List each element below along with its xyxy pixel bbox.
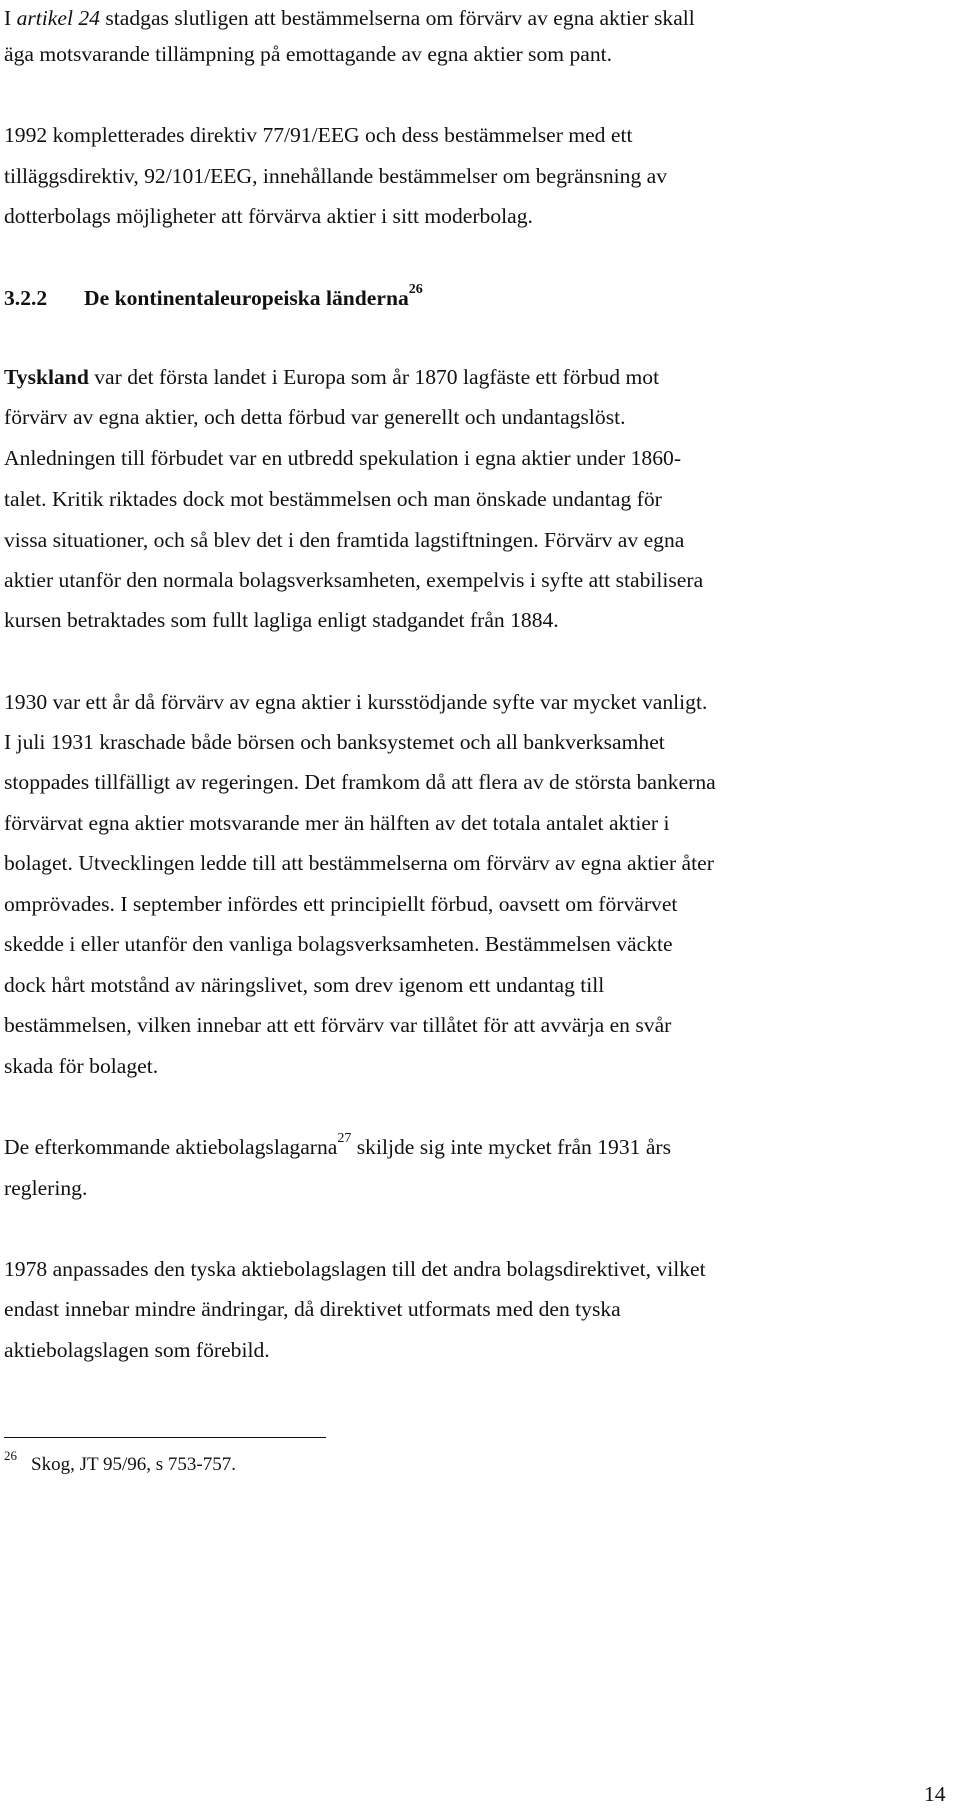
paragraph-5-line-1: De efterkommande aktiebolagslagarna$^{27}$ skiljde sig inte mycket från 1931 års <box>4 1131 671 1159</box>
page-number: 14 <box>924 1782 946 1806</box>
paragraph-4-line-1: 1930 var ett år då förvärv av egna aktier i kursstödjande syfte var mycket vanligt. <box>4 690 708 714</box>
paragraph-1-line-1: I artikel 24 stadgas slutligen att bestämmelserna om förvärv av egna aktier skall <box>4 6 695 30</box>
paragraph-4-line-9: bestämmelsen, vilken innebar att ett förvärv var tillåtet för att avvärja en svår <box>4 1013 672 1037</box>
section-title: De kontinentaleuropeiska länderna <box>84 286 409 310</box>
paragraph-2-line-2: tilläggsdirektiv, 92/101/EEG, innehållande bestämmelser om begränsning av <box>4 164 668 188</box>
paragraph-3-line-4: talet. Kritik riktades dock mot bestämmelsen och man önskade undantag för <box>4 487 662 511</box>
paragraph-4-line-8: dock hårt motstånd av näringslivet, som drev igenom ett undantag till <box>4 973 605 997</box>
paragraph-4-line-2: I juli 1931 kraschade både börsen och banksystemet och all bankverksamhet <box>4 730 665 754</box>
article-reference: artikel 24 <box>16 6 100 30</box>
paragraph-4-line-7: skedde i eller utanför den vanliga bolagsverksamheten. Bestämmelsen väckte <box>4 932 673 956</box>
paragraph-5-line-2: reglering. <box>4 1176 88 1200</box>
paragraph-3-line-2: förvärv av egna aktier, och detta förbud var generellt och undantagslöst. <box>4 405 626 429</box>
footnote-ref-27[interactable]: 27 <box>337 1131 352 1146</box>
footnote-separator <box>4 1437 326 1438</box>
section-number: 3.2.2 <box>4 286 48 310</box>
paragraph-3-line-5: vissa situationer, och så blev det i den framtida lagstiftningen. Förvärv av egna <box>4 528 685 552</box>
paragraph-2-line-1: 1992 kompletterades direktiv 77/91/EEG och dess bestämmelser med ett <box>4 123 633 147</box>
paragraph-4-line-6: omprövades. I september infördes ett principiellt förbud, oavsett om förvärvet <box>4 892 678 916</box>
paragraph-6-line-3: aktiebolagslagen som förebild. <box>4 1338 270 1362</box>
paragraph-4-line-5: bolaget. Utvecklingen ledde till att bestämmelserna om förvärv av egna aktier åter <box>4 851 714 875</box>
paragraph-3-line-6: aktier utanför den normala bolagsverksamheten, exempelvis i syfte att stabilisera <box>4 568 704 592</box>
paragraph-6-line-1: 1978 anpassades den tyska aktiebolagslagen till det andra bolagsdirektivet, vilket <box>4 1257 706 1281</box>
paragraph-4-line-10: skada för bolaget. <box>4 1054 159 1078</box>
paragraph-6-line-2: endast innebar mindre ändringar, då direktivet utformats med den tyska <box>4 1297 621 1321</box>
section-heading <box>4 284 952 312</box>
country-name: Tyskland <box>4 365 89 389</box>
paragraph-1-line-2: äga motsvarande tillämpning på emottagande av egna aktier som pant. <box>4 42 613 66</box>
paragraph-2-line-3: dotterbolags möjligheter att förvärva aktier i sitt moderbolag. <box>4 204 533 228</box>
paragraph-4-line-4: förvärvat egna aktier motsvarande mer än hälften av det totala antalet aktier i <box>4 811 670 835</box>
footnote-text: Skog, JT 95/96, s 753-757. <box>31 1454 236 1475</box>
footnote-ref-26[interactable]: 26 <box>408 282 423 297</box>
paragraph-3-line-7: kursen betraktades som fullt lagliga enligt stadgandet från 1884. <box>4 608 559 632</box>
paragraph-3-line-1: Tyskland var det första landet i Europa som år 1870 lagfäste ett förbud mot <box>4 365 660 389</box>
paragraph-4-line-3: stoppades tillfälligt av regeringen. Det framkom då att flera av de största bankerna <box>4 770 716 794</box>
footnote-26 <box>4 1448 236 1478</box>
footnote-number: 26 <box>4 1448 17 1463</box>
paragraph-3-line-3: Anledningen till förbudet var en utbredd spekulation i egna aktier under 1860- <box>4 446 682 470</box>
